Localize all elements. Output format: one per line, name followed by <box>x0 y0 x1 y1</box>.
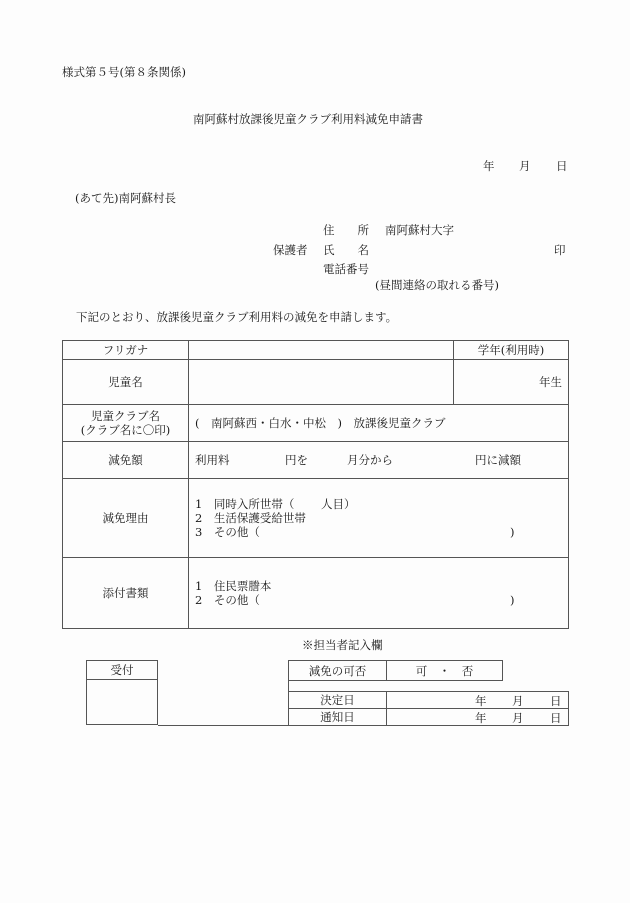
reception-box <box>86 660 158 725</box>
child-name-label: 児童名 <box>63 360 189 405</box>
phone-note: (昼間連絡の取れる番号) <box>375 278 499 292</box>
grade-header: 学年(利用時) <box>454 341 569 360</box>
notice-label: 通知日 <box>289 709 387 726</box>
reason-item-1[interactable]: 1 同時入所世帯（ 人目） <box>195 497 356 511</box>
reason-close: ) <box>510 525 515 539</box>
furigana-label: フリガナ <box>63 341 189 360</box>
month-label: 月 <box>519 159 531 173</box>
club-field[interactable]: ( 南阿蘇西・白水・中松 ) 放課後児童クラブ <box>189 405 569 442</box>
reception-stamp-area[interactable] <box>87 680 158 725</box>
child-name-row <box>63 360 569 405</box>
furigana-field[interactable] <box>189 341 454 360</box>
decision-date-field[interactable] <box>387 692 569 709</box>
attachment-label: 添付書類 <box>63 558 189 629</box>
reduction-label: 減免額 <box>63 442 189 479</box>
notice-month: 月 <box>512 711 524 725</box>
decision-label: 決定日 <box>289 692 387 709</box>
year-label: 年 <box>483 159 495 173</box>
decision-year: 年 <box>475 694 487 708</box>
guardian-label: 保護者 <box>273 243 308 257</box>
fee-part-2: 円を <box>285 453 308 467</box>
document-title: 南阿蘇村放課後児童クラブ利用料減免申請書 <box>193 112 423 126</box>
address-value[interactable]: 南阿蘇村大字 <box>385 223 454 237</box>
reduction-field[interactable] <box>189 442 569 479</box>
reduction-row <box>63 442 569 479</box>
seal-mark: 印 <box>554 243 566 257</box>
club-row <box>63 405 569 442</box>
reason-field[interactable] <box>189 479 569 558</box>
attachment-close: ) <box>510 593 515 607</box>
phone-label: 電話番号 <box>323 262 369 276</box>
reason-row <box>63 479 569 558</box>
club-label-line1: 児童クラブ名 <box>91 409 160 423</box>
fee-part-3: 月分から <box>347 453 393 467</box>
decision-day: 日 <box>550 694 562 708</box>
club-label-line2: (クラブ名に〇印) <box>80 423 171 437</box>
approval-box <box>288 660 503 681</box>
grade-suffix: 年生 <box>539 375 562 389</box>
approval-value[interactable]: 可 ・ 否 <box>387 661 503 681</box>
attachment-field[interactable] <box>189 558 569 629</box>
decision-month: 月 <box>512 694 524 708</box>
reason-item-2[interactable]: 2 生活保護受給世帯 <box>195 511 306 525</box>
notice-date-field[interactable] <box>387 709 569 726</box>
form-number: 様式第５号(第８条関係) <box>62 65 186 79</box>
attachment-item-2[interactable]: 2 その他（ <box>195 593 260 607</box>
fee-part-4: 円に減額 <box>475 453 521 467</box>
reason-item-3[interactable]: 3 その他（ <box>195 525 260 539</box>
attachment-item-1[interactable]: 1 住民票謄本 <box>195 579 272 593</box>
approval-label: 減免の可否 <box>289 661 387 681</box>
notice-year: 年 <box>475 711 487 725</box>
furigana-row <box>63 341 569 360</box>
day-label: 日 <box>556 159 568 173</box>
grade-field[interactable] <box>454 360 569 405</box>
application-table <box>62 340 569 629</box>
addressee: (あて先)南阿蘇村長 <box>75 191 176 205</box>
reason-label: 減免理由 <box>63 479 189 558</box>
notice-day: 日 <box>550 711 562 725</box>
club-label <box>63 405 189 442</box>
fee-part-1: 利用料 <box>195 453 230 467</box>
staff-baseline <box>158 725 288 726</box>
address-label: 住 所 <box>323 223 369 237</box>
child-name-field[interactable] <box>189 360 454 405</box>
intro-text: 下記のとおり、放課後児童クラブ利用料の減免を申請します。 <box>76 310 398 324</box>
reception-label: 受付 <box>87 661 158 680</box>
name-label: 氏 名 <box>323 243 369 257</box>
attachment-row <box>63 558 569 629</box>
dates-box <box>288 691 569 726</box>
staff-heading: ※担当者記入欄 <box>302 638 383 652</box>
